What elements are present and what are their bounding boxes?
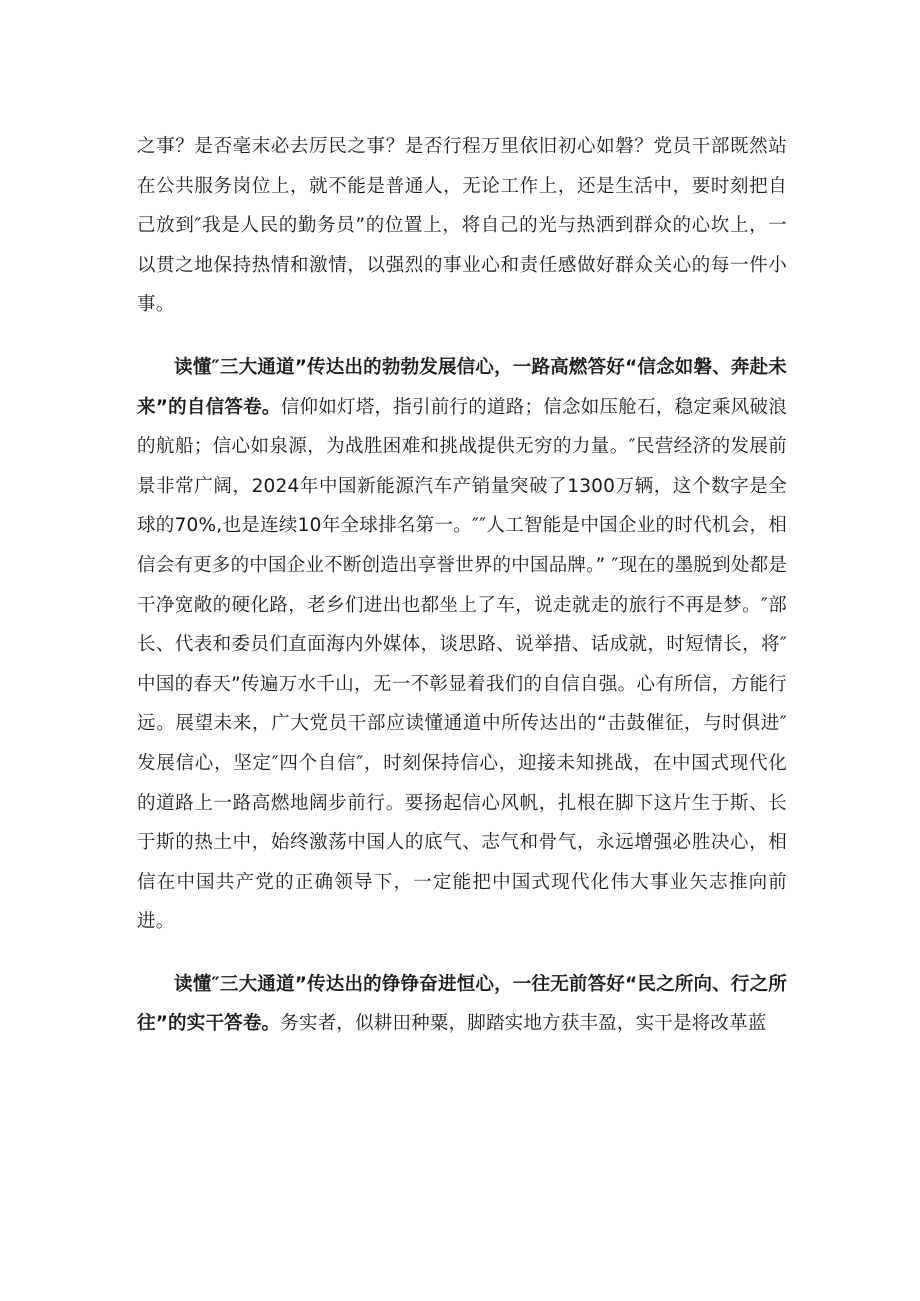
paragraph-3-body: 务实者，似耕田种粟，脚踏实地方获丰盈，实干是将改革蓝 bbox=[280, 1013, 767, 1035]
paragraph-2 bbox=[137, 348, 787, 942]
paragraph-1-body: 之事？是否毫末必去厉民之事？是否行程万里依旧初心如磐？党员干部既然站在公共服务岗位上，就不能是普通人，无论工作上，还是生活中，要时刻把自己放到″我是人民的勤务员”的位置上，将自己的光与热洒到群众的心坎上，一以贯之地保持热情和激情，以强烈的事业心和责任感做好群众关心的每一件小事。 bbox=[137, 136, 787, 316]
paragraph-3 bbox=[137, 965, 787, 1044]
paragraph-3-lead: 读懂″三大通道”传达出的铮铮奋进恒心，一往无前答好“民之所向、行之所往”的实干答卷。 bbox=[137, 973, 787, 1035]
paragraph-2-body: 信仰如灯塔，指引前行的道路；信念如压舱石，稳定乘风破浪的航船；信心如泉源，为战胜困难和挑战提供无穷的力量。″民营经济的发展前景非常广阔，2024年中国新能源汽车产销量突破了1300万辆，这个数字是全球的70%,也是连续10年全球排名第一。″″人工智能是中国企业的时代机会，相信会有更多的中国企业不断创造出享誉世界的中国品牌。” ″现在的墨脱到处都是干净宽敞的硬化路，老乡们进出也都坐上了车，说走就走的旅行不再是梦。″部长、代表和委员们直面海内外媒体，谈思路、说举措、话成就，时短情长，将″中国的春天”传遍万水千山，无一不彰显着我们的自信自强。心有所信，方能行远。展望未来，广大党员干部应读懂通道中所传达出的“击鼓催征，与时俱进″发展信心，坚定″四个自信″，时刻保持信心，迎接未知挑战，在中国式现代化的道路上一路高燃地阔步前行。要扬起信心风帆，扎根在脚下这片生于斯、长于斯的热土中，始终激荡中国人的底气、志气和骨气，永远增强必胜决心，相信在中国共产党的正确领导下，一定能把中国式现代化伟大事业矢志推向前进。 bbox=[137, 396, 788, 933]
paragraph-2-lead: 读懂″三大通道”传达出的勃勃发展信心，一路高燃答好“信念如磐、奔赴未来”的自信答卷。 bbox=[137, 356, 787, 418]
paragraph-1 bbox=[137, 127, 787, 325]
document-page bbox=[137, 127, 787, 1044]
